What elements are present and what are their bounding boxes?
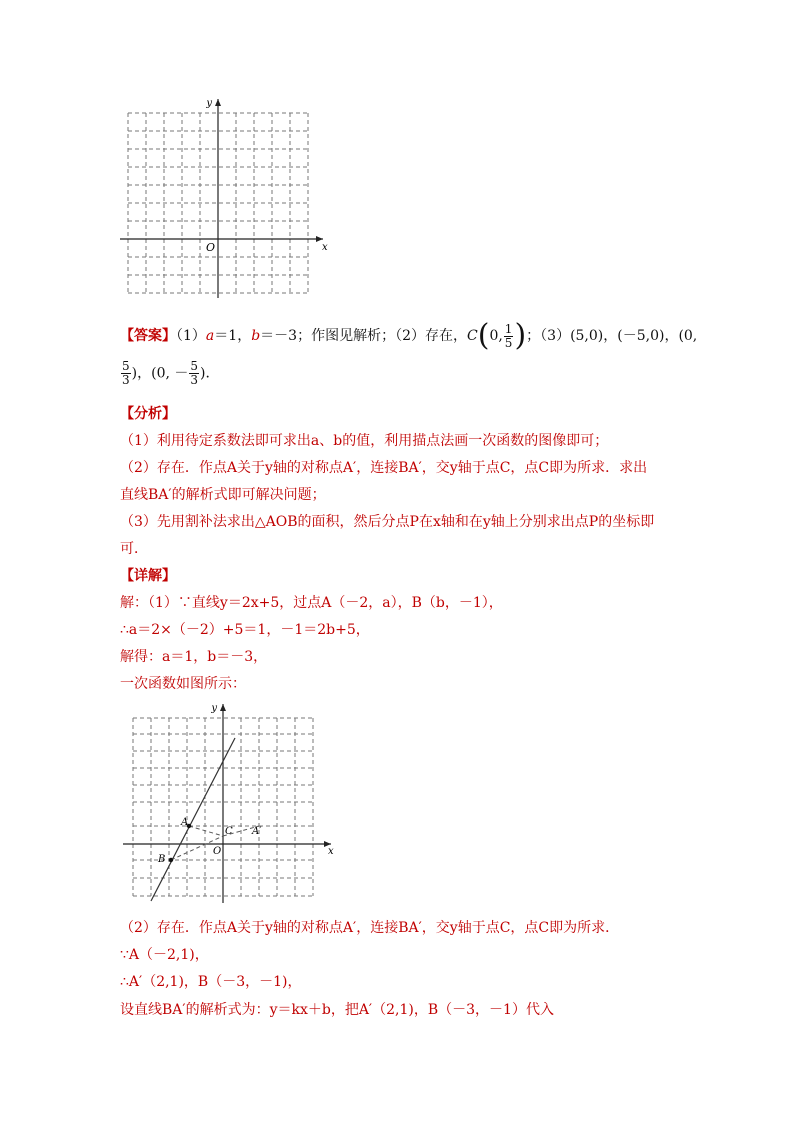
figure-1-origin-label: O <box>206 241 216 254</box>
detail-line-3: 解得：a＝1，b＝－3， <box>120 649 268 665</box>
answer-line-1: 【答案】（1）a＝1，b＝－3；作图见解析；（2）存在，C(0, $\frac{1}{5}$ )；（3）(5,0)，(－5,0)，(0, <box>120 318 698 353</box>
analysis-tag: 【分析】 <box>120 406 176 422</box>
figure-2-x-label: x <box>328 846 334 857</box>
label-C: C <box>225 826 233 837</box>
answer-tag: 【答案】 <box>120 328 176 344</box>
figure-2-y-label: y <box>211 703 217 714</box>
label-A-prime: A′ <box>252 826 262 837</box>
detail-line-2: ∴a＝2×（－2）+5＝1，－1＝2b+5， <box>120 622 370 638</box>
analysis-line-1: （1）利用待定系数法即可求出a、b的值，利用描点法画一次函数的图像即可； <box>120 433 609 449</box>
figure-1-x-label: x <box>322 242 328 253</box>
label-B: B <box>158 854 166 865</box>
detail-tag: 【详解】 <box>120 568 176 584</box>
part2-line-2: ∵A（－2,1)， <box>120 947 209 963</box>
figure-2-origin-label: O <box>213 846 222 857</box>
part2-line-1: （2）存在．作点A关于y轴的对称点A′，连接BA′，交y轴于点C，点C即为所求． <box>120 920 620 936</box>
part2-line-4: 设直线BA′的解析式为：y＝kx＋b，把A′（2,1)，B（－3，－1）代入 <box>120 1002 554 1018</box>
figure-1-grid <box>118 93 333 303</box>
figure-1-y-label: y <box>206 98 212 109</box>
part2-line-3: ∴A′（2,1)，B（－3，－1)， <box>120 974 302 990</box>
detail-line-1: 解：（1）∵直线y＝2x+5，过点A（－2，a），B（b，－1）， <box>120 595 503 611</box>
analysis-line-5: 可． <box>120 541 148 557</box>
detail-line-4: 一次函数如图所示： <box>120 676 246 692</box>
analysis-line-4: （3）先用割补法求出△AOB的面积，然后分点P在x轴和在y轴上分别求出点P的坐标即 <box>120 514 655 530</box>
label-A: A <box>181 817 189 828</box>
analysis-line-2: （2）存在．作点A关于y轴的对称点A′，连接BA′，交y轴于点C，点C即为所求．求出 <box>120 460 648 476</box>
figure-2-graph <box>118 698 340 908</box>
analysis-line-3: 直线BA′的解析式即可解决问题； <box>120 487 326 503</box>
answer-line-2: $\frac{5}{3}$ )，(0, － $\frac{5}{3}$ )． <box>122 359 220 387</box>
